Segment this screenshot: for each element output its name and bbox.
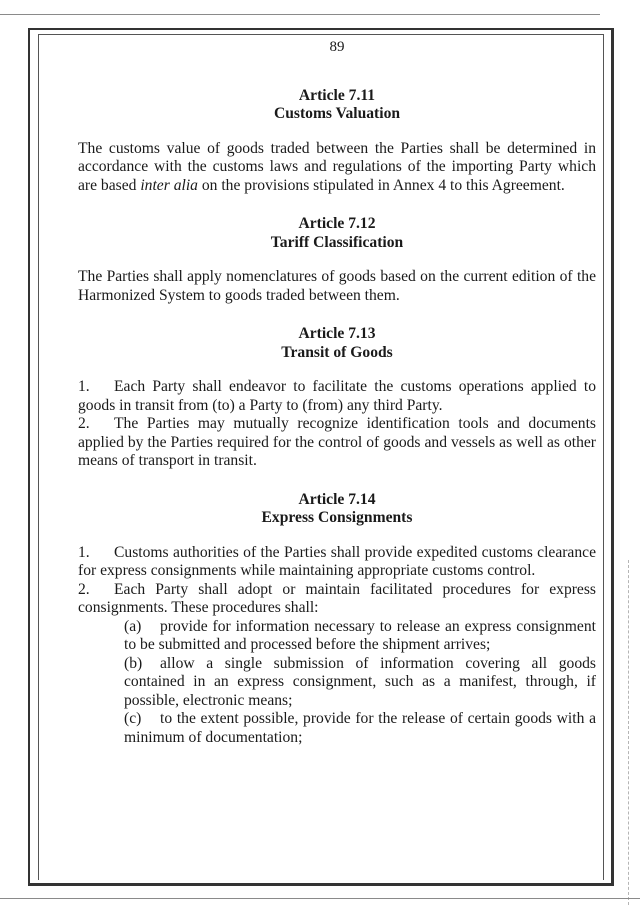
paragraph-number: 1. bbox=[78, 378, 90, 395]
paragraph-text: Each Party shall adopt or maintain facilitated procedures for express consignments. These procedures shall: bbox=[78, 580, 596, 616]
scan-top-rule bbox=[0, 14, 600, 15]
paragraph-number: 2. bbox=[78, 415, 90, 432]
paragraph-number: 2. bbox=[78, 580, 90, 598]
article-7-11 bbox=[78, 87, 596, 196]
article-paragraph: The Parties shall apply nomenclatures of goods based on the current edition of the Harmonized System to goods traded between them. bbox=[78, 268, 596, 304]
subparagraph bbox=[124, 618, 596, 655]
scan-edge-mark bbox=[628, 560, 629, 905]
numbered-paragraph bbox=[78, 415, 596, 471]
document-body bbox=[78, 38, 596, 747]
subparagraph-text: to the extent possible, provide for the release of certain goods with a minimum of documentation; bbox=[124, 710, 596, 746]
article-number: Article 7.13 bbox=[298, 325, 376, 342]
paragraph-number: 1. bbox=[78, 543, 90, 561]
article-paragraph bbox=[78, 140, 596, 196]
subparagraph-label: (a) bbox=[124, 617, 142, 635]
page-number: 89 bbox=[329, 39, 345, 55]
subparagraph-text: allow a single submission of information covering all goods contained in an express consignment, such as a manifest, through, if possible, electronic means; bbox=[124, 654, 596, 709]
article-title: Customs Valuation bbox=[273, 105, 401, 122]
numbered-paragraph bbox=[78, 581, 596, 618]
paragraph-text: on the provisions stipulated in Annex 4 to this Agreement. bbox=[197, 176, 565, 194]
article-7-14 bbox=[78, 491, 596, 748]
scan-bottom-rule bbox=[0, 898, 640, 899]
subparagraph bbox=[124, 710, 596, 747]
article-7-12 bbox=[78, 215, 596, 305]
paragraph-text: Customs authorities of the Parties shall provide expedited customs clearance for express consignments while maintaining appropriate customs control. bbox=[78, 543, 596, 579]
paragraph-text: The Parties may mutually recognize identification tools and documents applied by the Parties required for the control of goods and vessels as well as other means of transport in transit. bbox=[78, 415, 596, 469]
subparagraph-label: (c) bbox=[124, 710, 142, 727]
article-number: Article 7.12 bbox=[298, 215, 376, 232]
article-7-13 bbox=[78, 325, 596, 471]
article-number: Article 7.11 bbox=[298, 86, 376, 104]
paragraph-italic: inter alia bbox=[140, 176, 198, 194]
subparagraph bbox=[124, 655, 596, 711]
subparagraph-text: provide for information necessary to release an express consignment to be submitted and processed before the shipment arrives; bbox=[124, 617, 596, 653]
article-number: Article 7.14 bbox=[298, 490, 376, 508]
article-title: Transit of Goods bbox=[281, 343, 393, 361]
subparagraph-list bbox=[78, 618, 596, 748]
paragraph-text: The customs value of goods traded between the Parties shall be determined in accordance with the customs laws and regulations of the importing Party which are based bbox=[78, 139, 596, 194]
paragraph-text: Each Party shall endeavor to facilitate the customs operations applied to goods in transit from (to) a Party to (from) any third Party. bbox=[78, 378, 596, 414]
numbered-paragraph bbox=[78, 544, 596, 581]
article-title: Express Consignments bbox=[261, 509, 413, 526]
subparagraph-label: (b) bbox=[124, 654, 143, 672]
article-title: Tariff Classification bbox=[270, 233, 404, 251]
numbered-paragraph bbox=[78, 378, 596, 415]
